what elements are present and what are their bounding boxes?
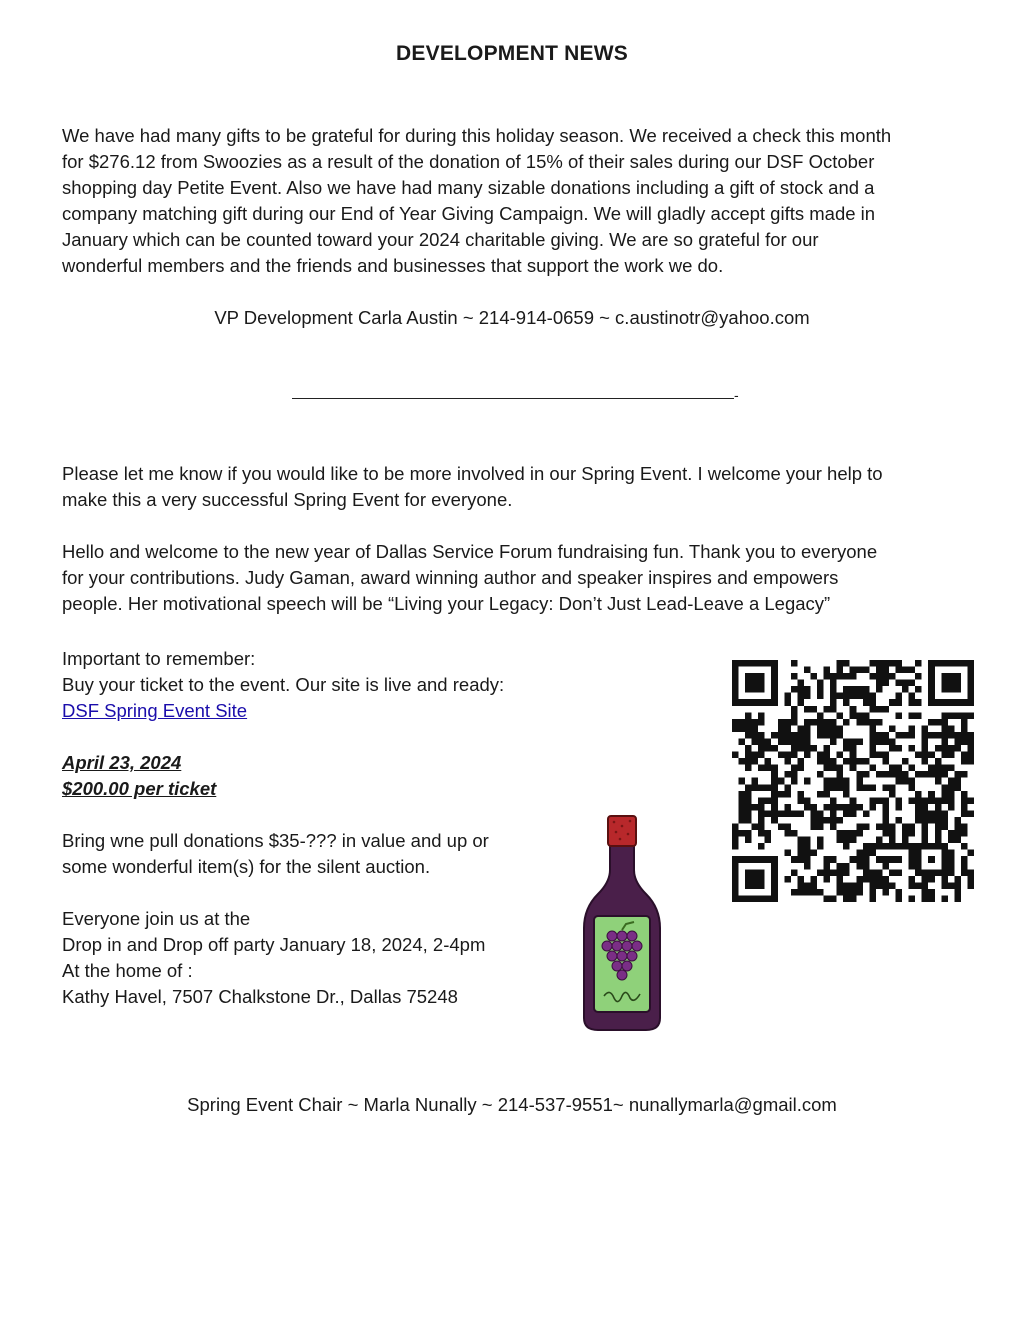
party-line: Kathy Havel, 7507 Chalkstone Dr., Dallas 75248: [62, 986, 458, 1007]
involved-line: Please let me know if you would like to be more involved in our Spring Event. I welcome your help to: [62, 463, 883, 484]
wine-pull-line: some wonderful item(s) for the silent auction.: [62, 856, 431, 877]
wine-pull-line: Bring wne pull donations $35-??? in value and up or: [62, 830, 489, 851]
intro-line: wonderful members and the friends and businesses that support the work we do.: [62, 255, 724, 276]
party-line: Drop in and Drop off party January 18, 2024, 2-4pm: [62, 934, 486, 955]
welcome-line: for your contributions. Judy Gaman, award winning author and speaker inspires and empowers: [62, 567, 839, 588]
remember-heading: Important to remember:: [62, 648, 256, 669]
welcome-line: people. Her motivational speech will be “Living your Legacy: Don’t Just Lead-Leave a Legacy”: [62, 593, 831, 614]
intro-paragraph: [62, 123, 972, 279]
involved-paragraph: [62, 461, 972, 513]
party-line: Everyone join us at the: [62, 908, 251, 929]
wine-bottle-icon: [576, 812, 668, 1038]
involved-line: make this a very successful Spring Event for everyone.: [62, 489, 513, 510]
remember-section: [62, 646, 702, 724]
party-paragraph: [62, 906, 562, 1010]
ticket-line: Buy your ticket to the event. Our site is live and ready:: [62, 674, 505, 695]
intro-line: shopping day Petite Event. Also we have had many sizable donations including a gift of stock and a: [62, 177, 875, 198]
intro-line: January which can be counted toward your 2024 charitable giving. We are so grateful for our: [62, 229, 819, 250]
party-line: At the home of :: [62, 960, 193, 981]
event-details: [62, 750, 462, 802]
event-site-link[interactable]: DSF Spring Event Site: [62, 700, 248, 721]
chair-contact-line: Spring Event Chair ~ Marla Nunally ~ 214-537-9551~ nunallymarla@gmail.com: [187, 1094, 837, 1115]
ticket-price: $200.00 per ticket: [62, 778, 217, 799]
intro-line: for $276.12 from Swoozies as a result of the donation of 15% of their sales during our DSF October: [62, 151, 875, 172]
wine-pull-paragraph: [62, 828, 562, 880]
intro-line: We have had many gifts to be grateful for during this holiday season. We received a check this month: [62, 125, 892, 146]
page-title: DEVELOPMENT NEWS: [396, 42, 628, 65]
welcome-paragraph: [62, 539, 972, 617]
vp-contact-line: VP Development Carla Austin ~ 214-914-0659 ~ c.austinotr@yahoo.com: [214, 307, 810, 328]
event-date: April 23, 2024: [62, 752, 182, 773]
section-divider: [292, 398, 734, 399]
divider-tail: -: [734, 387, 739, 403]
intro-line: company matching gift during our End of Year Giving Campaign. We will gladly accept gifts made in: [62, 203, 876, 224]
qr-code[interactable]: [732, 660, 974, 902]
welcome-line: Hello and welcome to the new year of Dallas Service Forum fundraising fun. Thank you to everyone: [62, 541, 878, 562]
